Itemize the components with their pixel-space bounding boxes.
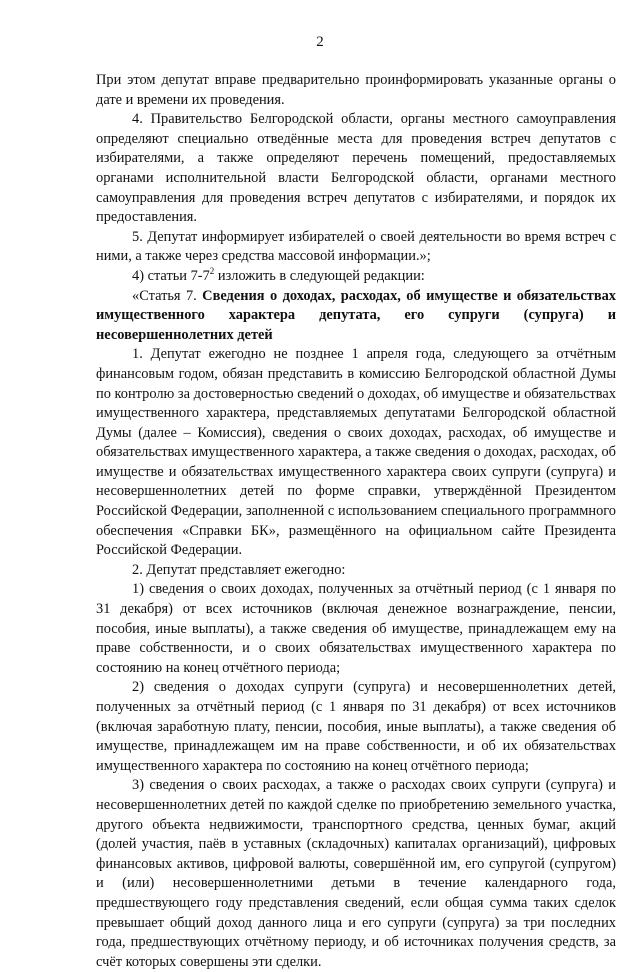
clause-2-subitem-2	[96, 678, 616, 776]
article-title: Сведения о доходах, расходах, об имуществе и обязательствах имущественного характера депутата, его супруги (супруга) и несовершеннолетних детей	[96, 287, 616, 343]
paragraph-text: 2) сведения о доходах супруги (супруга) и несовершеннолетних детей, полученных за отчётный период (с 1 января по 31 декабря) от всех источников (включая заработную плату, пенсии, пособия, иные выплаты), а также сведения об имуществе, принадлежащем им на праве собственности, и об их обязательствах имущественного характера по состоянию на конец отчётного периода;	[96, 679, 616, 774]
clause-2-subitem-3	[96, 776, 616, 972]
paragraph-text: 2. Депутат представляет ежегодно:	[132, 561, 346, 578]
paragraph-text: 3) сведения о своих расходах, а также о расходах своих супруги (супруга) и несовершеннолетних детей по каждой сделке по приобретению земельного участка, другого объекта недвижимости, транспортного средства, ценных бумаг, акций (долей участия, паёв в уставных (складочных) капиталах организаций), цифровых финансовых активов, цифровой валюты, совершённой им, его супругой (супругом) и (или) несовершеннолетними детьми в течение календарного года, предшествующего году представления сведений, если общая сумма таких сделок превышает общий доход данного лица и его супруги (супруга) за три последних года, предшествующих отчётному периоду, и об источниках получения средств, за счёт которых совершены эти сделки.	[96, 777, 616, 970]
paragraph-item-5	[96, 228, 616, 267]
paragraph-notify-authorities	[96, 71, 616, 110]
paragraph-text: 1) сведения о своих доходах, полученных за отчётный период (с 1 января по 31 декабря) от всех источников (включая денежное вознаграждение, пенсии, пособия, иные выплаты), а также сведения об имуществе, принадлежащем ему на праве собственности, и о своих обязательствах имущественного характера по состоянию на конец отчётного периода;	[96, 581, 616, 676]
clause-2-subitem-1	[96, 580, 616, 678]
paragraph-text: 1. Депутат ежегодно не позднее 1 апреля года, следующего за отчётным финансовым годом, обязан представить в комиссию Белгородской областной Думы по контролю за достоверностью сведений о доходах, об имуществе и обязательствах имущественного характера, представляемых депутатами Белгородской областной Думы (далее – Комиссия), сведения о своих доходах, расходах, об имуществе и обязательствах имущественного характера, а также сведения о доходах, расходах, об имуществе и обязательствах имущественного характера своих супруги (супруга) и несовершеннолетних детей по форме справки, утверждённой Президентом Российской Федерации, заполненной с использованием специального программного обеспечения «Справки БК», размещённого на официальном сайте Президента Российской Федерации.	[96, 346, 616, 559]
paragraph-item-4	[96, 110, 616, 228]
paragraph-text: 5. Депутат информирует избирателей о своей деятельности во время встреч с ними, а также через средства массовой информации.»;	[96, 228, 616, 265]
document-body	[96, 71, 616, 972]
paragraph-articles-amendment	[96, 267, 616, 287]
paragraph-text: При этом депутат вправе предварительно проинформировать указанные органы о дате и времени их проведения.	[96, 72, 616, 108]
amendment-text-end: изложить в следующей редакции:	[214, 267, 425, 284]
article-7-heading	[96, 287, 616, 346]
page-number: 2	[316, 34, 324, 50]
paragraph-text: 4. Правительство Белгородской области, органы местного самоуправления определяют специально отведённые места для проведения встреч депутатов с избирателями, а также определяют перечень помещений, предоставляемых органами исполнительной власти Белгородской области, органами местного самоуправления для проведения встреч депутатов с избирателями, и порядок их предоставления.	[96, 111, 616, 226]
superscript-index: 2	[209, 266, 215, 277]
article-7-clause-1	[96, 345, 616, 561]
article-label: «Статья 7.	[132, 287, 203, 304]
amendment-text-start: 4) статьи 7-7	[132, 267, 210, 284]
article-7-clause-2	[96, 561, 616, 581]
